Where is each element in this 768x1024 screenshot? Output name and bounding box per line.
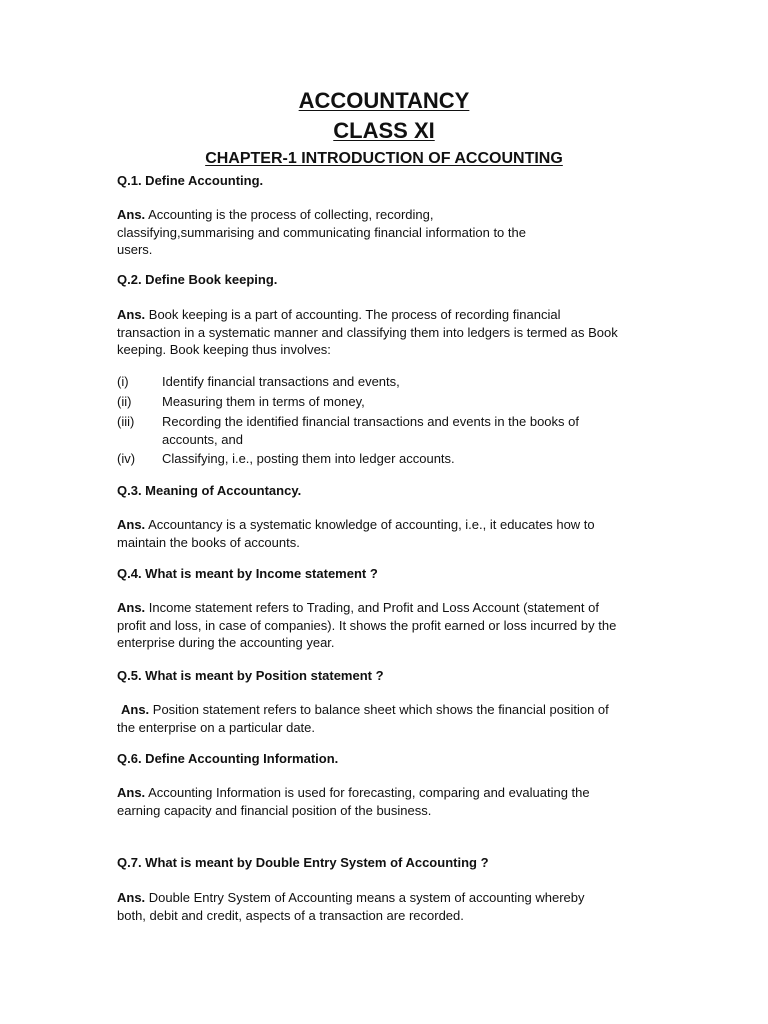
chapter-title: CHAPTER-1 INTRODUCTION OF ACCOUNTING (205, 150, 563, 167)
answer-5-line-2: the enterprise on a particular date. (117, 719, 316, 735)
list-item-text: Identify financial transactions and events, (162, 374, 400, 389)
answer-3-line-2: maintain the books of accounts. (117, 534, 300, 550)
answer-3 (117, 516, 677, 551)
answer-6-line-2: earning capacity and financial position of the business. (117, 802, 432, 818)
answer-7-line-2: both, debit and credit, aspects of a transaction are recorded. (117, 907, 464, 923)
ans-label: Ans. (117, 890, 146, 905)
ans-label: Ans. (117, 785, 146, 800)
answer-6 (117, 784, 677, 819)
class-title: CLASS XI (333, 118, 435, 143)
answer-7 (117, 889, 677, 924)
answer-4-line-1: Ans. Income statement refers to Trading, and Profit and Loss Account (statement of (117, 600, 599, 615)
ans-label: Ans. (117, 307, 146, 322)
answer-4 (117, 599, 677, 652)
answer-4-line-2: profit and loss, in case of companies). It shows the profit earned or loss incurred by the (117, 617, 617, 633)
list-item-number: (i) (117, 374, 129, 389)
answer-2-line-2: transaction in a systematic manner and classifying them into ledgers is termed as Book (117, 324, 618, 340)
answer-5-line-1: Ans. Position statement refers to balance sheet which shows the financial position of (121, 702, 609, 717)
answer-6-line-1: Ans. Accounting Information is used for forecasting, comparing and evaluating the (117, 785, 590, 800)
answer-1-line-3: users. (117, 242, 153, 257)
list-item-number: (ii) (117, 394, 132, 409)
answer-1-line-2: classifying,summarising and communicating financial information to the (117, 224, 526, 240)
question-6: Q.6. Define Accounting Information. (117, 751, 339, 766)
answer-4-line-3: enterprise during the accounting year. (117, 635, 335, 650)
ans-label: Ans. (117, 207, 146, 222)
answer-1 (117, 206, 677, 259)
question-1: Q.1. Define Accounting. (117, 173, 264, 188)
list-item-number: (iii) (117, 414, 135, 429)
answer-2 (117, 306, 677, 359)
ans-label: Ans. (117, 517, 146, 532)
answer-2-line-1: Ans. Book keeping is a part of accounting. The process of recording financial (117, 307, 561, 322)
answer-1-line-1: Ans. Accounting is the process of collecting, recording, (117, 207, 434, 222)
list-item-text: Recording the identified financial transactions and events in the books of accounts, and (162, 414, 579, 447)
answer-5 (117, 701, 677, 736)
answer-2-line-3: keeping. Book keeping thus involves: (117, 342, 331, 357)
ans-label: Ans. (121, 702, 150, 717)
list-item-text: Measuring them in terms of money, (162, 394, 365, 409)
list-item-number: (iv) (117, 451, 136, 466)
question-4: Q.4. What is meant by Income statement ? (117, 566, 378, 581)
question-7: Q.7. What is meant by Double Entry System of Accounting ? (117, 855, 489, 870)
answer-7-line-1: Ans. Double Entry System of Accounting means a system of accounting whereby (117, 890, 585, 905)
question-5: Q.5. What is meant by Position statement ? (117, 668, 384, 683)
ans-label: Ans. (117, 600, 146, 615)
answer-3-line-1: Ans. Accountancy is a systematic knowledge of accounting, i.e., it educates how to (117, 517, 595, 532)
list-item-text: Classifying, i.e., posting them into ledger accounts. (162, 451, 455, 466)
question-3: Q.3. Meaning of Accountancy. (117, 483, 302, 498)
question-2: Q.2. Define Book keeping. (117, 272, 278, 287)
subject-title: ACCOUNTANCY (298, 88, 470, 113)
